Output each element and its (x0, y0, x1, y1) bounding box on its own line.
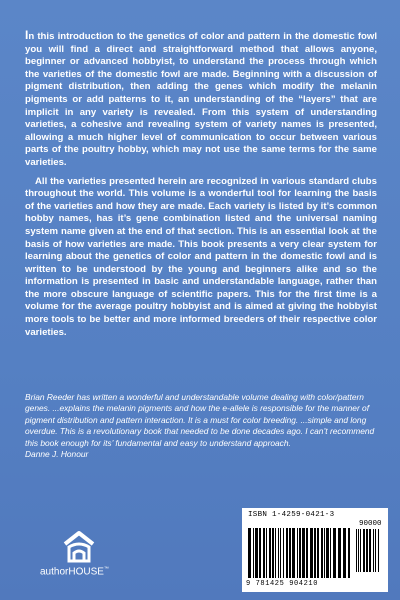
blurb (25, 29, 377, 345)
publisher-name: authorHOUSE™ (40, 566, 109, 578)
review-author: Danne J. Honour (25, 449, 89, 460)
ean-barcode (248, 528, 352, 578)
blurb-paragraph-2: All the varieties presented herein are recognized in various standard clubs throughout the world. This volume is a wonderful tool for learning the basis of the varieties and how they are made. Each variety is listed by it’s common hobby names, has it’s gene combination listed and the universal naming system name given at the end of that section. This is an essential look at the basis of how varieties are made. This book presents a very clear system for learning about the genetics of color and pattern in the domestic fowl and is written to be understood by the young and beginners alike and so the information is presented in basic and understandable language, rather than the more obscure language of scientific papers. This for the first time is a volume for the average poultry hobbyist and is aimed at giving the hobbyist more tools to be better and more informed breeders of their respective color varieties. (25, 175, 377, 338)
authorhouse-logo-icon (61, 530, 97, 564)
isbn-barcode (242, 508, 388, 592)
review-quote (25, 392, 377, 460)
price-code: 90000 (359, 520, 382, 528)
price-barcode (356, 529, 382, 572)
publisher-logo (40, 530, 122, 586)
blurb-paragraph-1: In this introduction to the genetics of color and pattern in the domestic fowl you will find a direct and straightforward method that allows anyone, beginner or advanced hobbyist, to understand the process through which the varieties of the domestic fowl are made. Beginning with a discussion of pigment distribution, then adding the genes which modify the melanin pigments or add patterns to it, an understanding of the “layers” that are implicit in any variety is revealed. From this system of understanding varieties, a cohesive and revealing system of variety names is presented, allowing a much higher level of communication to occur between various parts of the poultry hobby, which may not use the same terms for the same varieties. (25, 28, 377, 168)
isbn-number: ISBN 1-4259-0421-3 (248, 511, 335, 519)
review-text: Brian Reeder has written a wonderful and understandable volume dealing with color/pattern genes. ...explains the melanin pigments and how the e-allele is responsible for the manner of pigment distribution and pattern interaction. It is a must for color breeding. ...simple and long overdue. This is a revolutionary book that needed to be done decades ago. I can’t recommend this book enough for its’ fundamental and easy to understand approach. (25, 392, 375, 448)
barcode-digits: 9 781425 904210 (246, 580, 319, 588)
